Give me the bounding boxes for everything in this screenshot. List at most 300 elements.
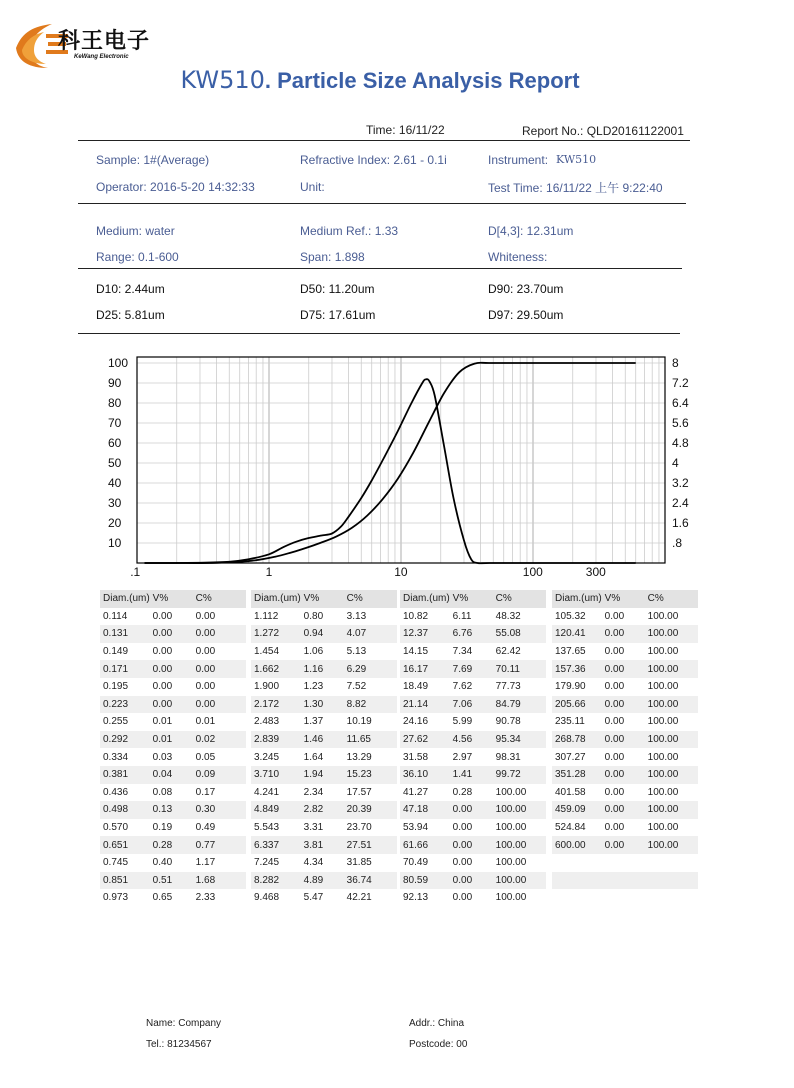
table-cell: 0.28 <box>452 786 473 798</box>
table-cell: 100.00 <box>647 822 679 834</box>
table-cell: 0.00 <box>150 696 193 714</box>
table-cell: 3.710 <box>251 766 301 784</box>
refractive-index-field: Refractive Index: 2.61 - 0.1i <box>300 153 447 167</box>
x-tick-label: 100 <box>522 565 543 579</box>
table-cell: 36.10 <box>400 766 450 784</box>
y-right-tick-label: 2.4 <box>672 496 689 510</box>
table-cell: 84.79 <box>493 696 546 714</box>
d75-value: D75: 17.61um <box>300 308 376 322</box>
table-cell: 7.06 <box>450 696 493 714</box>
table-row <box>100 731 246 749</box>
table-cell: 351.28 <box>552 766 602 784</box>
logo-chinese-text: 科王电子 <box>58 28 151 54</box>
table-cell: 6.76 <box>450 625 493 643</box>
table-cell: 100.00 <box>495 857 527 869</box>
table-cell: 0.94 <box>301 625 344 643</box>
table-cell: 100.00 <box>647 610 679 622</box>
table-row <box>552 713 698 731</box>
table-row <box>400 766 546 784</box>
footer-name: Name: Company <box>146 1018 222 1029</box>
table-cell: 0.381 <box>100 766 150 784</box>
table-header-cell: V% <box>301 590 344 608</box>
y-left-tick-label: 20 <box>108 516 122 530</box>
table-row <box>552 854 698 872</box>
y-right-tick-label: 5.6 <box>672 416 689 430</box>
table-row <box>251 801 397 819</box>
table-cell: 100.00 <box>493 836 546 854</box>
table-row <box>100 696 246 714</box>
table-row <box>251 854 397 872</box>
table-cell: 0.131 <box>100 625 150 643</box>
table-cell: 0.334 <box>103 751 129 763</box>
table-cell: 0.570 <box>103 822 129 834</box>
table-cell: 0.09 <box>193 766 246 784</box>
table-row <box>552 731 698 749</box>
distribution-curve <box>145 379 636 563</box>
table-cell: 0.651 <box>100 836 150 854</box>
footer-postcode: Postcode: 00 <box>409 1039 468 1050</box>
table-cell: 1.454 <box>254 646 280 658</box>
table-row <box>552 625 698 643</box>
table-header-cell: Diam.(um) <box>552 590 602 608</box>
table-row <box>100 643 246 661</box>
table-cell: 77.73 <box>495 681 521 693</box>
table-cell: 1.64 <box>303 751 324 763</box>
table-cell: 0.00 <box>604 681 625 693</box>
table-cell: 0.40 <box>152 857 173 869</box>
table-cell: 0.49 <box>195 822 216 834</box>
report-number: Report No.: QLD20161122001 <box>522 124 684 138</box>
d97-value: D97: 29.50um <box>488 308 564 322</box>
table-row <box>100 836 246 854</box>
table-cell: 0.04 <box>150 766 193 784</box>
table-cell <box>602 854 645 872</box>
table-row <box>251 643 397 661</box>
d90-value: D90: 23.70um <box>488 282 564 296</box>
y-right-tick-label: 4 <box>672 456 679 470</box>
table-cell: 0.00 <box>604 610 625 622</box>
table-cell: 61.66 <box>400 836 450 854</box>
table-header-cell: C% <box>193 590 246 608</box>
table-cell: 0.51 <box>150 872 193 890</box>
table-cell: 80.59 <box>400 872 450 890</box>
table-cell: 4.07 <box>344 625 397 643</box>
table-cell: 0.255 <box>103 716 129 728</box>
d50-value: D50: 11.20um <box>300 282 375 296</box>
table-row <box>552 678 698 696</box>
table-cell: 1.37 <box>303 716 324 728</box>
table-cell: 18.49 <box>403 681 429 693</box>
table-cell <box>552 854 602 872</box>
table-cell: 0.00 <box>450 836 493 854</box>
table-cell: 0.00 <box>452 822 473 834</box>
table-cell: 4.241 <box>254 786 280 798</box>
table-cell: 5.47 <box>303 892 324 904</box>
table-cell: 0.00 <box>602 766 645 784</box>
table-cell: 15.23 <box>344 766 397 784</box>
y-left-tick-label: 90 <box>108 376 122 390</box>
table-cell: 307.27 <box>555 751 586 763</box>
table-row <box>552 819 698 837</box>
title-model: KW510 <box>180 66 265 94</box>
table-cell: 100.00 <box>645 696 698 714</box>
table-cell: 2.82 <box>301 801 344 819</box>
table-cell: 8.282 <box>251 872 301 890</box>
table-row <box>100 889 246 907</box>
table-cell: 0.17 <box>195 786 216 798</box>
table-cell: 179.90 <box>555 681 586 693</box>
table-cell: 100.00 <box>645 731 698 749</box>
table-row <box>100 872 246 890</box>
table-cell: 0.00 <box>604 786 625 798</box>
table-cell: 0.00 <box>452 892 473 904</box>
d25-value: D25: 5.81um <box>96 308 165 322</box>
table-cell: 0.08 <box>152 786 173 798</box>
table-cell <box>645 872 698 890</box>
table-cell: 5.543 <box>254 822 280 834</box>
y-right-tick-label: 3.2 <box>672 476 689 490</box>
table-cell: 0.00 <box>604 822 625 834</box>
table-cell: 5.13 <box>346 646 367 658</box>
table-cell: 41.27 <box>403 786 429 798</box>
y-left-tick-label: 50 <box>108 456 122 470</box>
table-cell: 5.99 <box>452 716 473 728</box>
table-cell: 55.08 <box>493 625 546 643</box>
d10-value: D10: 2.44um <box>96 282 165 296</box>
table-cell: 92.13 <box>403 892 429 904</box>
table-cell: 0.149 <box>103 646 129 658</box>
table-cell: 3.245 <box>254 751 280 763</box>
table-cell: 36.74 <box>344 872 397 890</box>
table-cell: 1.23 <box>303 681 324 693</box>
table-cell: 205.66 <box>552 696 602 714</box>
table-cell: 2.172 <box>251 696 301 714</box>
table-header-cell: C% <box>645 590 698 608</box>
table-cell: 524.84 <box>555 822 586 834</box>
table-row <box>400 889 546 907</box>
size-distribution-table <box>100 590 246 907</box>
table-cell: 100.00 <box>647 646 679 658</box>
table-cell: 7.69 <box>450 660 493 678</box>
table-cell <box>552 872 602 890</box>
table-cell: 100.00 <box>645 660 698 678</box>
table-cell: 23.70 <box>346 822 372 834</box>
whiteness-field: Whiteness: <box>488 250 548 264</box>
y-left-tick-label: 30 <box>108 496 122 510</box>
table-cell: 0.00 <box>602 696 645 714</box>
table-row <box>251 696 397 714</box>
table-cell: 100.00 <box>647 751 679 763</box>
table-cell: 27.62 <box>400 731 450 749</box>
size-distribution-table <box>400 590 546 907</box>
table-row <box>100 801 246 819</box>
table-cell: 3.13 <box>346 610 367 622</box>
table-header-cell: C% <box>344 590 397 608</box>
y-right-tick-label: 1.6 <box>672 516 689 530</box>
table-cell: 1.94 <box>301 766 344 784</box>
operator-field: Operator: 2016-5-20 14:32:33 <box>96 180 255 194</box>
table-cell: 4.34 <box>303 857 324 869</box>
table-cell: 0.28 <box>150 836 193 854</box>
table-cell: 1.16 <box>301 660 344 678</box>
table-row <box>552 836 698 854</box>
footer-tel: Tel.: 81234567 <box>146 1039 212 1050</box>
table-cell: 0.00 <box>195 646 216 658</box>
x-tick-label: 300 <box>585 565 606 579</box>
table-row <box>251 836 397 854</box>
size-distribution-table <box>552 590 698 889</box>
table-row <box>400 836 546 854</box>
table-cell: 100.00 <box>495 786 527 798</box>
table-cell: 0.00 <box>152 681 173 693</box>
table-cell: 10.19 <box>346 716 372 728</box>
table-cell: 0.00 <box>602 731 645 749</box>
table-cell: 42.21 <box>346 892 372 904</box>
table-cell: 0.00 <box>450 801 493 819</box>
table-cell: 0.498 <box>100 801 150 819</box>
table-row <box>400 731 546 749</box>
table-cell: 0.00 <box>152 610 173 622</box>
table-row <box>400 819 546 837</box>
table-row <box>400 625 546 643</box>
table-cell: 0.436 <box>103 786 129 798</box>
table-cell: 0.00 <box>150 625 193 643</box>
table-cell: 2.97 <box>452 751 473 763</box>
table-cell: 27.51 <box>344 836 397 854</box>
table-cell: 98.31 <box>495 751 521 763</box>
table-cell: 8.82 <box>344 696 397 714</box>
table-row <box>400 608 546 626</box>
table-header-row <box>552 590 698 608</box>
table-header-cell: C% <box>493 590 546 608</box>
table-cell: 4.89 <box>301 872 344 890</box>
range-field: Range: 0.1-600 <box>96 250 179 264</box>
table-cell: 2.483 <box>254 716 280 728</box>
table-cell <box>645 854 698 872</box>
table-cell: 105.32 <box>555 610 586 622</box>
table-cell: 0.00 <box>450 872 493 890</box>
y-right-tick-label: 4.8 <box>672 436 689 450</box>
table-row <box>552 784 698 802</box>
table-cell: 7.245 <box>254 857 280 869</box>
table-cell: 0.05 <box>195 751 216 763</box>
divider <box>78 203 686 204</box>
divider <box>78 333 680 334</box>
table-cell: 95.34 <box>493 731 546 749</box>
y-right-tick-label: 6.4 <box>672 396 689 410</box>
table-cell: 0.01 <box>152 716 173 728</box>
table-row <box>251 766 397 784</box>
table-cell: 6.337 <box>251 836 301 854</box>
table-cell: 235.11 <box>555 716 585 728</box>
table-cell: 0.13 <box>150 801 193 819</box>
table-cell: 1.900 <box>254 681 280 693</box>
test-time-field: Test Time: 16/11/22 上午 9:22:40 <box>488 181 663 195</box>
table-row <box>400 696 546 714</box>
table-cell: 0.745 <box>103 857 129 869</box>
table-cell: 0.65 <box>152 892 173 904</box>
table-cell: 1.112 <box>254 610 279 622</box>
table-row <box>100 625 246 643</box>
table-row <box>552 608 698 626</box>
table-row <box>251 889 397 907</box>
table-cell: 2.34 <box>303 786 324 798</box>
y-left-tick-label: 10 <box>108 536 122 550</box>
table-cell: 90.78 <box>495 716 521 728</box>
sample-field: Sample: 1#(Average) <box>96 153 210 167</box>
table-row <box>552 801 698 819</box>
unit-field: Unit: <box>300 180 325 194</box>
table-cell: 100.00 <box>647 716 679 728</box>
table-cell: 53.94 <box>403 822 429 834</box>
table-cell: 100.00 <box>645 836 698 854</box>
table-cell: 20.39 <box>344 801 397 819</box>
table-cell: 0.03 <box>152 751 173 763</box>
table-row <box>400 872 546 890</box>
table-row <box>100 713 246 731</box>
table-cell: 4.56 <box>450 731 493 749</box>
table-cell: 16.17 <box>400 660 450 678</box>
x-tick-label: 1 <box>265 565 273 579</box>
table-header-row <box>251 590 397 608</box>
table-cell: 0.00 <box>604 751 625 763</box>
table-header-cell: V% <box>450 590 493 608</box>
table-cell: 0.00 <box>602 836 645 854</box>
table-cell: 137.65 <box>555 646 586 658</box>
table-row <box>400 854 546 872</box>
table-row <box>552 643 698 661</box>
y-right-tick-label: 8 <box>672 356 679 370</box>
table-row <box>400 660 546 678</box>
table-cell: 120.41 <box>552 625 602 643</box>
report-title <box>0 66 760 94</box>
table-cell: 31.58 <box>403 751 429 763</box>
table-row <box>251 784 397 802</box>
table-cell: 0.171 <box>100 660 150 678</box>
table-cell: 17.57 <box>346 786 372 798</box>
table-cell: 31.85 <box>346 857 372 869</box>
table-header-row <box>400 590 546 608</box>
table-cell: 0.00 <box>602 801 645 819</box>
table-row <box>400 801 546 819</box>
title-text: Particle Size Analysis Report <box>271 68 580 93</box>
table-cell: 2.33 <box>195 892 216 904</box>
table-cell: 0.19 <box>152 822 173 834</box>
table-cell: 0.00 <box>150 660 193 678</box>
table-cell: 1.06 <box>303 646 324 658</box>
table-cell: 6.11 <box>452 610 472 622</box>
medium-ref-field: Medium Ref.: 1.33 <box>300 224 399 238</box>
table-row <box>400 784 546 802</box>
table-cell: 0.292 <box>100 731 150 749</box>
table-cell: 401.58 <box>555 786 586 798</box>
table-cell: 99.72 <box>493 766 546 784</box>
table-cell: 0.195 <box>103 681 129 693</box>
table-cell: 6.29 <box>344 660 397 678</box>
table-cell: 100.00 <box>645 801 698 819</box>
table-header-cell: Diam.(um) <box>400 590 450 608</box>
table-row <box>251 713 397 731</box>
table-row <box>100 748 246 766</box>
table-cell: 0.00 <box>452 857 473 869</box>
table-row <box>251 678 397 696</box>
table-cell: 0.01 <box>195 716 216 728</box>
table-row <box>251 731 397 749</box>
table-row <box>100 819 246 837</box>
size-distribution-table <box>251 590 397 907</box>
table-cell: 2.839 <box>251 731 301 749</box>
table-cell: 70.49 <box>403 857 429 869</box>
instrument-label: Instrument: <box>488 153 549 167</box>
table-cell: 62.42 <box>495 646 521 658</box>
logo-english-text: KeWang Electronic <box>74 54 129 60</box>
medium-field: Medium: water <box>96 224 175 238</box>
table-cell: 0.223 <box>100 696 150 714</box>
table-cell: 0.00 <box>195 681 216 693</box>
report-time: Time: 16/11/22 <box>366 123 445 137</box>
table-cell: 100.00 <box>647 681 679 693</box>
table-cell: 0.00 <box>195 610 216 622</box>
table-row <box>400 678 546 696</box>
table-cell: 3.81 <box>301 836 344 854</box>
table-row <box>251 748 397 766</box>
table-cell: 0.00 <box>602 660 645 678</box>
table-cell: 47.18 <box>400 801 450 819</box>
table-cell: 459.09 <box>552 801 602 819</box>
table-cell: 0.30 <box>193 801 246 819</box>
y-left-tick-label: 80 <box>108 396 122 410</box>
table-cell: 0.77 <box>193 836 246 854</box>
table-row <box>100 784 246 802</box>
table-row <box>100 608 246 626</box>
table-cell: 0.00 <box>193 696 246 714</box>
table-cell: 3.31 <box>303 822 324 834</box>
table-row <box>251 625 397 643</box>
table-cell: 12.37 <box>400 625 450 643</box>
y-right-tick-label: 7.2 <box>672 376 689 390</box>
table-header-cell: V% <box>602 590 645 608</box>
table-row <box>400 643 546 661</box>
instrument-value: KW510 <box>556 153 597 166</box>
table-cell: 1.272 <box>251 625 301 643</box>
title-separator: . <box>264 68 271 93</box>
table-cell: 7.62 <box>452 681 473 693</box>
table-header-cell: Diam.(um) <box>251 590 301 608</box>
table-cell: 13.29 <box>346 751 372 763</box>
table-cell: 9.468 <box>254 892 280 904</box>
table-cell: 1.662 <box>251 660 301 678</box>
table-cell: 0.00 <box>604 716 625 728</box>
table-cell: 7.52 <box>346 681 367 693</box>
table-row <box>251 819 397 837</box>
x-tick-label: .1 <box>130 565 141 579</box>
chart-grid <box>137 357 665 563</box>
table-cell: 14.15 <box>403 646 429 658</box>
table-cell: 0.00 <box>193 625 246 643</box>
table-cell: 0.00 <box>604 646 625 658</box>
table-header-cell: V% <box>150 590 193 608</box>
table-cell: 0.973 <box>103 892 129 904</box>
table-row <box>251 872 397 890</box>
table-cell: 0.00 <box>193 660 246 678</box>
d43-field: D[4,3]: 12.31um <box>488 224 574 238</box>
y-left-tick-label: 100 <box>108 356 129 370</box>
footer-address: Addr.: China <box>409 1018 465 1029</box>
table-cell: 600.00 <box>552 836 602 854</box>
table-cell: 0.00 <box>602 625 645 643</box>
table-cell: 157.36 <box>552 660 602 678</box>
table-header-row <box>100 590 246 608</box>
